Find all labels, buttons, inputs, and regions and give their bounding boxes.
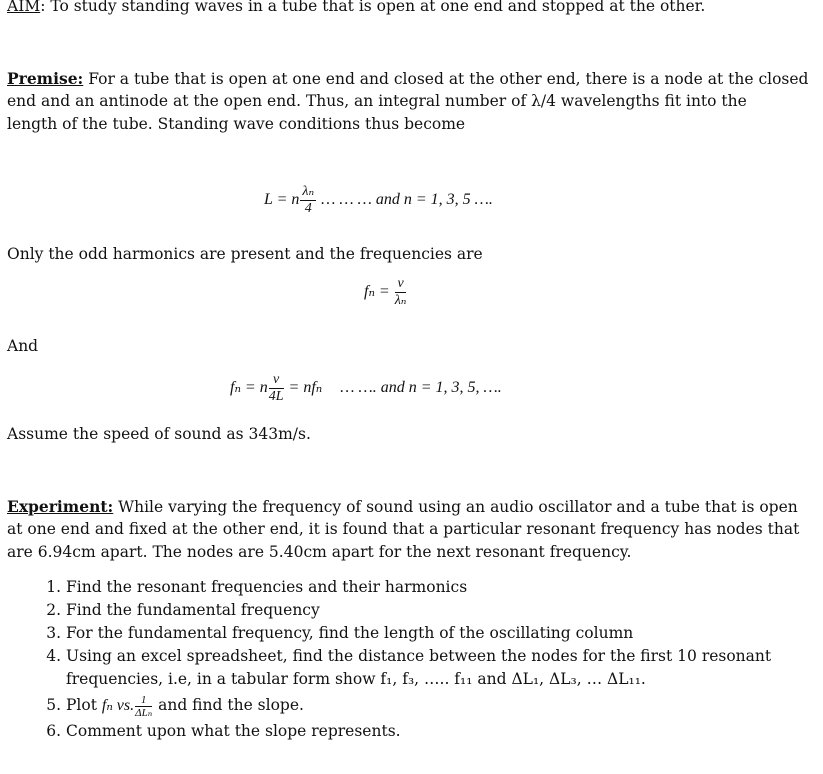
task-5-fraction: [135, 694, 152, 719]
experiment-line-3: are 6.94cm apart. The nodes are 5.40cm apart for the next resonant frequency.: [7, 543, 632, 561]
task-5-denominator: ΔLₙ: [135, 706, 153, 719]
task-item-1: 1. Find the resonant frequencies and their harmonics: [66, 576, 806, 599]
eq3-rhs: … …. and n = 1, 3, 5, ….: [340, 379, 502, 397]
task-5-numerator: 1: [135, 694, 152, 707]
aim-text: : To study standing waves in a tube that is open at one end and stopped at the other.: [40, 0, 706, 15]
eq3-numerator: v: [269, 372, 284, 389]
premise-line-1: [7, 67, 808, 91]
task-item-3: 3. For the fundamental frequency, find the length of the oscillating column: [66, 622, 806, 645]
premise-line-3: length of the tube. Standing wave conditions thus become: [7, 115, 466, 133]
task-5-text-a: Plot: [66, 696, 102, 714]
equation-harmonics: [230, 372, 502, 405]
task-5-math: fₙ vs.: [101, 697, 135, 714]
premise-text-1: For a tube that is open at one end and closed at the other end, there is a node at the closed: [83, 70, 809, 88]
task-4-line-1: Using an excel spreadsheet, find the distance between the nodes for the first 10 resonant: [66, 647, 772, 665]
experiment-text-1: While varying the frequency of sound using an audio oscillator and a tube that is open: [113, 498, 798, 516]
eq1-numerator: λₙ: [302, 184, 315, 199]
eq3-lhs: fₙ = n: [230, 379, 268, 397]
task-item-6: 6. Comment upon what the slope represents.: [66, 720, 806, 743]
eq3-mid: = nfₙ: [284, 379, 323, 397]
task-item-4: [66, 645, 806, 691]
premise-line-2: end and an antinode at the open end. Thus, an integral number of λ/4 wavelengths fit into the: [7, 92, 747, 110]
assume-text: Assume the speed of sound as 343m/s.: [7, 425, 311, 443]
task-item-2: 2. Find the fundamental frequency: [66, 599, 806, 622]
aim-label: AIM: [7, 0, 41, 15]
eq1-denominator: 4: [304, 201, 312, 216]
experiment-label: Experiment:: [7, 497, 114, 516]
task-item-5: [66, 691, 806, 720]
equation-length: [264, 184, 493, 217]
experiment-line-1: [7, 495, 798, 519]
experiment-line-2: at one end and fixed at the other end, it is found that a particular resonant frequency has nodes that: [7, 520, 800, 538]
eq1-rhs: … … … and n = 1, 3, 5 ….: [317, 191, 493, 209]
eq2-denominator: λₙ: [394, 293, 407, 308]
odd-harmonics-text: Only the odd harmonics are present and the frequencies are: [7, 245, 483, 263]
task-5-text-b: and find the slope.: [153, 696, 304, 714]
eq3-denominator: 4L: [268, 389, 284, 404]
task-list: [30, 576, 806, 743]
eq2-fraction: [395, 276, 407, 309]
aim-line: [7, 0, 705, 18]
eq1-fraction: [300, 184, 316, 217]
and-text: And: [7, 337, 39, 355]
equation-frequency: [364, 276, 407, 309]
premise-label: Premise:: [7, 69, 84, 88]
task-4-line-2: frequencies, i.e, in a tabular form show f₁, f₃, ….. f₁₁ and ΔL₁, ΔL₃, … ΔL₁₁.: [66, 670, 646, 688]
eq2-lhs: fₙ =: [364, 283, 394, 301]
eq3-fraction: [269, 372, 284, 405]
eq1-lhs: L = n: [264, 191, 300, 209]
eq2-numerator: v: [395, 276, 407, 293]
